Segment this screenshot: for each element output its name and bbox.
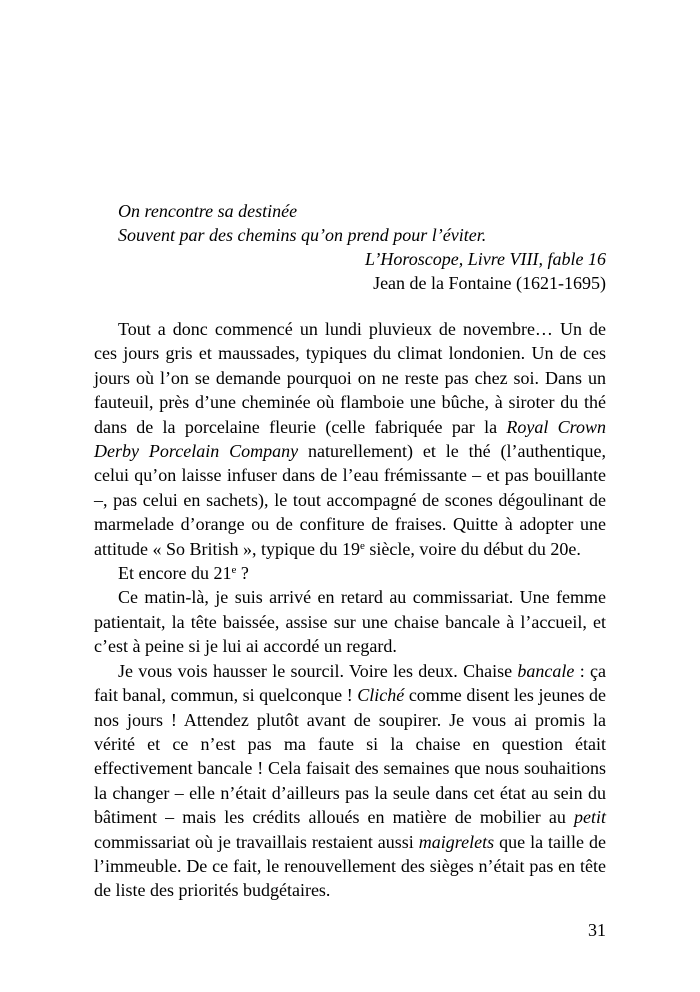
paragraph-2: Et encore du 21e ? bbox=[118, 563, 249, 584]
epigraph bbox=[118, 199, 606, 295]
epigraph-line-1: On rencontre sa destinée bbox=[118, 201, 298, 221]
paragraph-4: Je vous vois hausser le sourcil. Voire les deux. Chaise bancale : ça fait banal, commun, si quelconque ! Cliché comme disent les jeunes de nos jours ! Attendez plutôt avant de soupirer. Je vous ai promis la vérité et ce n’est pas ma faute si la chaise en question était effectivement bancale ! Cela faisait des semaines que nous souhaitions la changer – elle n’était d’ailleurs pas la seule dans cet état au sein du bâtiment – mais les crédits alloués en matière de mobilier au petit commissariat où je travaillais restaient aussi maigrelets que la taille de l’immeuble. De ce fait, le renouvellement des sièges n’était pas en tête de liste des priorités budgétaires. bbox=[94, 660, 606, 901]
epigraph-author: Jean de la Fontaine (1621-1695) bbox=[373, 273, 606, 293]
epigraph-line-2: Souvent par des chemins qu’on prend pour l’éviter. bbox=[118, 225, 487, 245]
page-number: 31 bbox=[588, 920, 606, 940]
book-page bbox=[94, 0, 606, 992]
epigraph-work: L’Horoscope, Livre VIII, fable 16 bbox=[365, 249, 606, 269]
paragraph-3: Ce matin-là, je suis arrivé en retard au commissariat. Une femme patientait, la tête baissée, assise sur une chaise bancale à l’accueil, et c’est à peine si je lui ai accordé un regard. bbox=[94, 587, 606, 657]
body-text bbox=[94, 317, 606, 903]
brand-name: Royal Crown Derby Porcelain Company bbox=[94, 416, 606, 462]
paragraph-1: Tout a donc commencé un lundi pluvieux de novembre… Un de ces jours gris et maussades, typiques du climat londonien. Un de ces jours où l’on se demande pourquoi on ne reste pas chez soi. Dans un fauteuil, près d’une cheminée où flamboie une bûche, à siroter du thé dans de la porcelaine fleurie (celle fabriquée par la Royal Crown Derby Porcelain Company naturellement) et le thé (l’authentique, celui qu’on laisse infuser dans de l’eau frémissante – et pas bouillante –, pas celui en sachets), le tout accompagné de scones dégoulinant de marmelade d’orange ou de confiture de fraises. Quitte à adopter une attitude « So British », typique du 19e siècle, voire du début du 20e. bbox=[94, 319, 606, 559]
